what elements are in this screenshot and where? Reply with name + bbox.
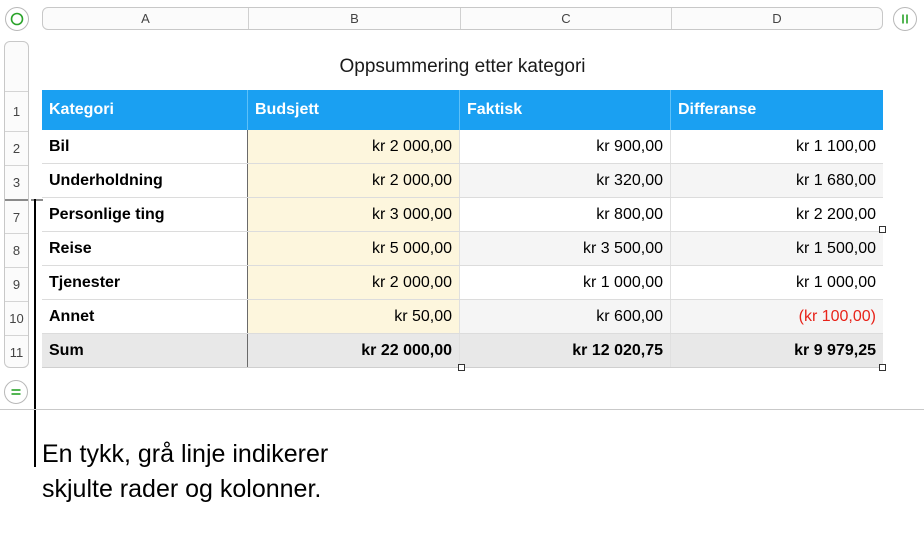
category-cell[interactable]: Personlige ting <box>42 198 248 231</box>
row-header-3[interactable]: 3 <box>5 165 28 199</box>
row-header-1[interactable]: 1 <box>5 91 28 131</box>
header-cell[interactable]: Differanse <box>678 101 757 118</box>
actual-cell[interactable]: kr 3 500,00 <box>460 232 671 265</box>
row-header-11[interactable]: 11 <box>5 335 28 368</box>
row-header-10[interactable]: 10 <box>5 301 28 335</box>
table-row <box>42 232 883 266</box>
callout-line <box>34 199 36 467</box>
sum-budget-cell[interactable]: kr 22 000,00 <box>248 334 460 367</box>
budget-cell[interactable]: kr 5 000,00 <box>248 232 460 265</box>
sum-label-cell[interactable]: Sum <box>42 334 248 367</box>
select-table-button[interactable] <box>5 7 29 31</box>
actual-cell[interactable]: kr 1 000,00 <box>460 266 671 299</box>
actual-cell[interactable]: kr 900,00 <box>460 130 671 163</box>
summary-table <box>42 90 883 368</box>
category-cell[interactable]: Annet <box>42 300 248 333</box>
equals-icon <box>9 385 23 399</box>
resize-handle-corner[interactable] <box>879 364 886 371</box>
table-row <box>42 300 883 334</box>
difference-cell[interactable]: kr 1 500,00 <box>671 232 883 265</box>
header-cell[interactable]: Faktisk <box>460 90 671 130</box>
table-row <box>42 164 883 198</box>
budget-cell[interactable]: kr 3 000,00 <box>248 198 460 231</box>
resize-handle-bottom[interactable] <box>458 364 465 371</box>
column-header-c[interactable]: C <box>461 8 672 29</box>
canvas-divider <box>0 409 924 410</box>
callout-caption: En tykk, grå linje indikerer skjulte rader og kolonner. <box>42 440 329 503</box>
difference-cell[interactable]: kr 1 680,00 <box>671 164 883 197</box>
header-cell[interactable]: Kategori <box>42 90 248 130</box>
column-header-b[interactable]: B <box>249 8 461 29</box>
column-header-a[interactable]: A <box>43 8 249 29</box>
budget-cell[interactable]: kr 2 000,00 <box>248 266 460 299</box>
difference-cell-negative[interactable]: (kr 100,00) <box>671 300 883 333</box>
actual-cell[interactable]: kr 320,00 <box>460 164 671 197</box>
table-row <box>42 198 883 232</box>
row-header-8[interactable]: 8 <box>5 233 28 267</box>
category-cell[interactable]: Reise <box>42 232 248 265</box>
budget-cell[interactable]: kr 50,00 <box>248 300 460 333</box>
category-cell[interactable]: Bil <box>42 130 248 163</box>
category-cell[interactable]: Tjenester <box>42 266 248 299</box>
header-cell[interactable]: Budsjett <box>248 90 460 130</box>
circle-select-icon <box>10 12 24 26</box>
sum-actual-cell[interactable]: kr 12 020,75 <box>460 334 671 367</box>
row-header-bar <box>4 41 29 368</box>
budget-cell[interactable]: kr 2 000,00 <box>248 164 460 197</box>
add-row-button[interactable] <box>4 380 28 404</box>
sum-difference-cell[interactable]: kr 9 979,25 <box>794 341 876 359</box>
difference-cell[interactable]: kr 1 000,00 <box>795 273 876 291</box>
resize-handle-right[interactable] <box>879 226 886 233</box>
difference-cell[interactable]: kr 2 200,00 <box>795 205 876 223</box>
row-header-7[interactable]: 7 <box>5 199 28 233</box>
actual-cell[interactable]: kr 600,00 <box>460 300 671 333</box>
table-title[interactable]: Oppsummering etter kategori <box>339 56 586 77</box>
category-cell[interactable]: Underholdning <box>42 164 248 197</box>
budget-cell[interactable]: kr 2 000,00 <box>248 130 460 163</box>
table-row <box>42 130 883 164</box>
actual-cell[interactable]: kr 800,00 <box>460 198 671 231</box>
table-header-row <box>42 90 883 130</box>
row-header-2[interactable]: 2 <box>5 131 28 165</box>
add-column-button[interactable] <box>893 7 917 31</box>
table-row <box>42 266 883 300</box>
table-footer-row <box>42 334 883 368</box>
column-header-d[interactable]: D <box>772 11 782 26</box>
column-header-bar <box>42 7 883 30</box>
row-header-title[interactable] <box>5 42 28 91</box>
row-header-9[interactable]: 9 <box>5 267 28 301</box>
difference-cell[interactable]: kr 1 100,00 <box>795 137 876 155</box>
pause-bars-icon <box>898 12 912 26</box>
